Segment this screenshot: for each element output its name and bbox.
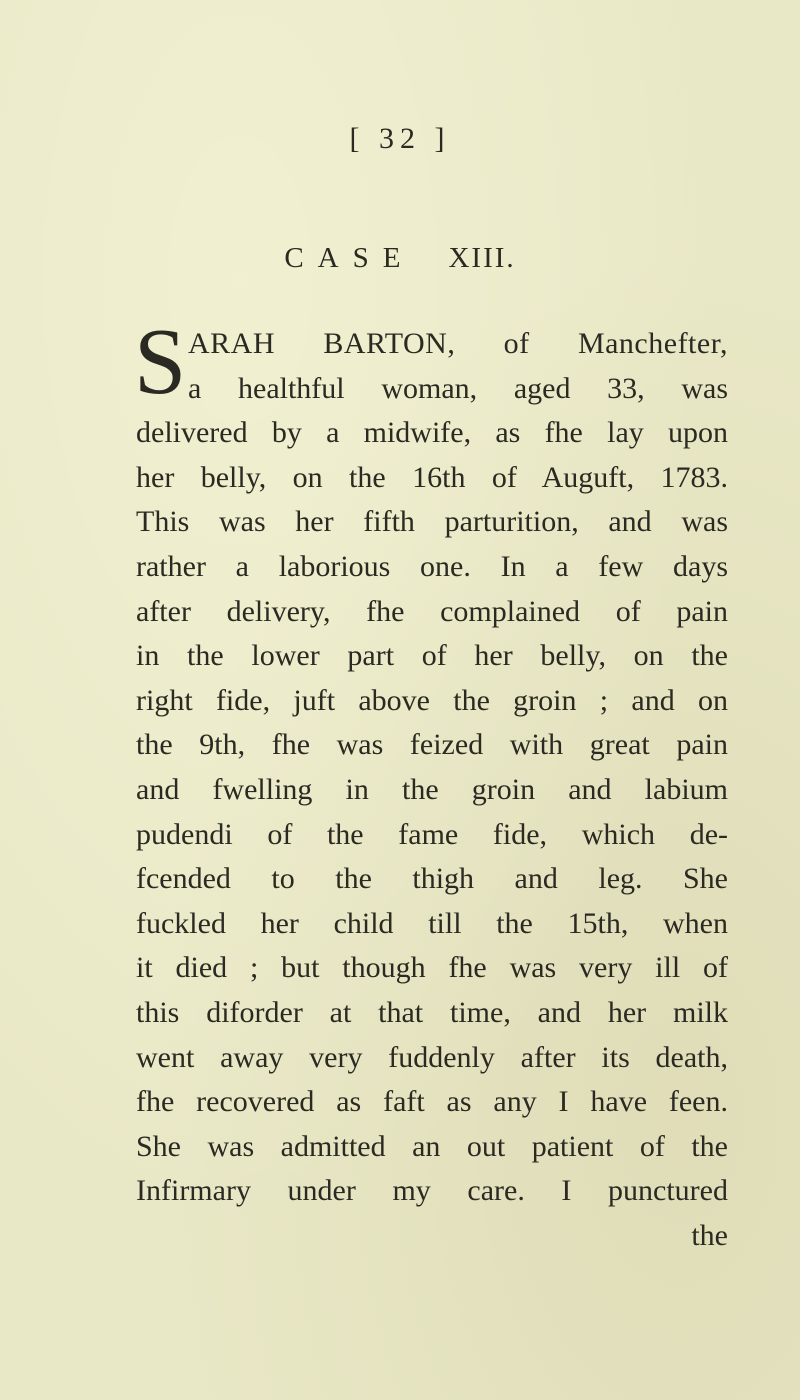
case-body-text (134, 310, 728, 1258)
body-line: and fwelling in the groin and labium (136, 772, 728, 806)
body-line: ARAH BARTON, of Manchefter, (188, 327, 728, 360)
page-number: [ 32 ] (349, 122, 451, 155)
body-line: this diforder at that time, and her milk (136, 995, 728, 1029)
body-line: fhe recovered as faft as any I have feen. (136, 1085, 728, 1119)
drop-cap: S (134, 310, 187, 414)
body-line: right fide, juft above the groin ; and on (136, 683, 728, 717)
body-line: She was admitted an out patient of the (136, 1129, 728, 1163)
body-line: went away very fuddenly after its death, (136, 1040, 728, 1074)
case-heading-word: CASE (284, 242, 415, 274)
body-line: rather a laborious one. In a few days (136, 549, 728, 583)
body-line: This was her fifth parturition, and was (136, 505, 728, 539)
case-heading (0, 242, 800, 275)
body-line: it died ; but though fhe was very ill of (136, 951, 728, 985)
body-line: fuckled her child till the 15th, when (136, 906, 728, 940)
body-line: in the lower part of her belly, on the (136, 639, 728, 673)
body-line: after delivery, fhe complained of pain (136, 594, 728, 628)
body-line: the 9th, fhe was feized with great pain (136, 728, 728, 762)
opening-paragraph (134, 310, 728, 414)
body-line: fcended to the thigh and leg. She (136, 862, 728, 896)
body-line: Infirmary under my care. I punctured (136, 1174, 728, 1208)
case-heading-numeral: XIII. (448, 242, 516, 274)
catchword: the (691, 1218, 728, 1252)
body-line: delivered by a midwife, as fhe lay upon (136, 416, 728, 450)
body-line: pudendi of the fame fide, which de- (136, 817, 728, 851)
body-line: her belly, on the 16th of Auguft, 1783. (136, 460, 728, 494)
body-line: a healthful woman, aged 33, was (188, 371, 728, 405)
